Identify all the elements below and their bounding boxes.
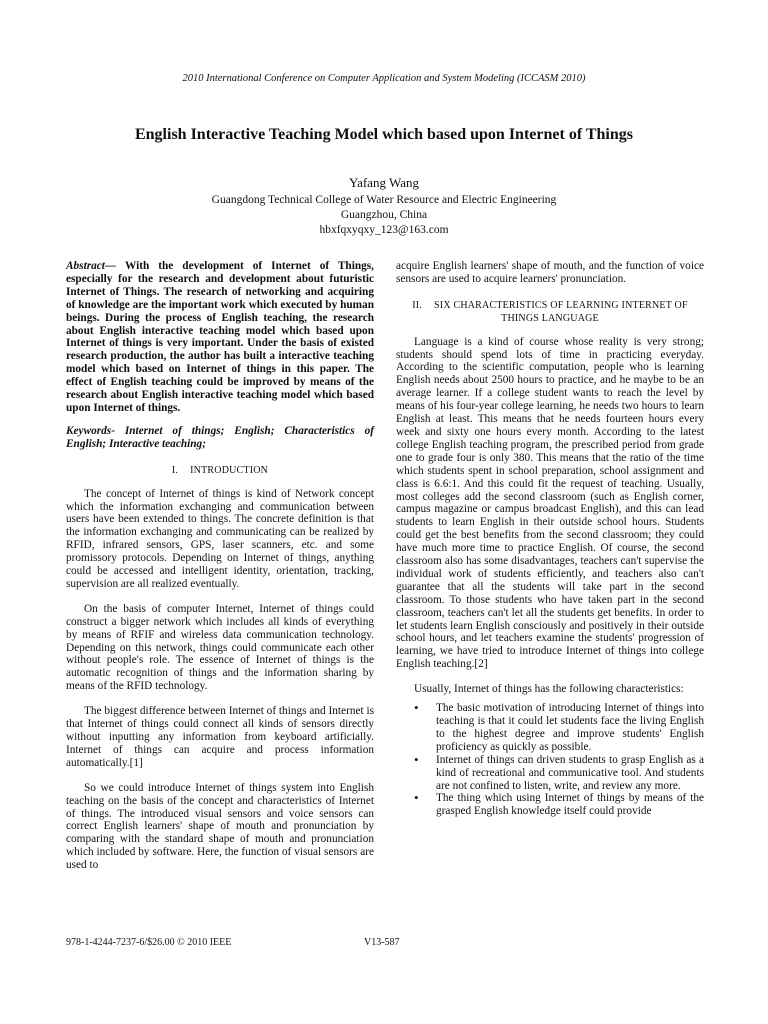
conference-header: 2010 International Conference on Computer Application and System Modeling (ICCASM 2010): [182, 73, 586, 84]
intro-paragraph-1: The concept of Internet of things is kind of Network concept which the information exchanging and communication between users have been extended to things. The concrete definition is that the information exchanging and communicating can be realized by RFID, infrared sensors, GPS, laser scanners, etc. and some promissory protocols. Depending on Internet of things, anything could be accessed and intelligent identity, orientation, tracking, supervision are all realized eventually.: [66, 487, 374, 590]
author-email: hbxfqxyqxy_123@163.com: [319, 224, 449, 236]
section-heading-characteristics: [396, 300, 704, 326]
abstract-text: With the development of Internet of Things, especially for the research and development about futuristic Internet of Things. The research of networking and acquiring of knowledge are the important work which executed by human beings. During the process of English teaching, the research about English interactive teaching model which based upon Internet of things is very important. Under the basis of existed research production, the author has built a interactive teaching model which based on Internet of things in this paper. The effect of English teaching could be improved by means of the research about English interactive teaching model which based upon Internet of things.: [66, 260, 374, 414]
right-column: [396, 260, 704, 818]
author-name: Yafang Wang: [349, 175, 419, 190]
footer-isbn: 978-1-4244-7237-6/$26.00 © 2010 IEEE: [66, 937, 232, 948]
list-item: • Internet of things can driven students to grasp English as a kind of recreational and communicative tool. And students are not confined to listen, write, and review any more.: [436, 754, 704, 793]
paper-title: English Interactive Teaching Model which based upon Internet of Things: [134, 126, 633, 143]
abstract-lead: Abstract—: [66, 260, 117, 272]
intro-paragraph-2: On the basis of computer Internet, Internet of things could construct a bigger network which includes all kinds of everything by means of RFIF and wireless data communication technology. Depending on this network, things could communicate each other without people's role. The essence of Internet of things is the automatic recognition of things and the information sharing by means of the RFID technology.: [66, 602, 374, 693]
list-item: • The basic motivation of introducing Internet of things into teaching is that it could let students face the living English to the highest degree and improve students' English proficiency as quickly as possible.: [436, 702, 704, 754]
characteristics-paragraph: Language is a kind of course whose reality is very strong; students should spend lots of time in practicing everyday. According to the scientific computation, people who is learning English needs about 2500 hours to practice, and he maybe to be an average learner. If a college student wants to reach the level by means of his four-year college learning, he needs two hours to learn English at least. This means that he needs fourteen hours every week and sixty one hours every month. According to the latest college English teaching program, the prescribed period from grade one to grade four is only 380. This means that the ratio of the time which students spent in school preparation, school assignment and class is 6.6:1. And this could fit the request of teaching. Usually, most colleges add the second classroom (such as English corner, campus magazine or campus broadcast English), and this can lead students to learn English in their outside school hours. Students could get the best benefits from the second classroom; they could have much more time to practice English. Of course, the second classroom also has some disadvantages, teachers can't supervise the individual work of students efficiently, and teachers also can't guarantee that all the students will take part in the second classroom. To those students who have taken part in the second classroom, teachers can't let all the students get benefits. In order to let students learn English consciously and positively in their outside school hours, and let teachers examine the students' progression of learning, we have tried to introduce Internet of things into college English teaching.[2]: [396, 335, 704, 671]
intro-continuation: acquire English learners' shape of mouth, and the function of voice sensors are used to acquire learners' pronunciation.: [396, 260, 704, 285]
list-item: • The thing which using Internet of things by means of the grasped English knowledge itself could provide: [436, 792, 704, 818]
intro-paragraph-3: The biggest difference between Internet of things and Internet is that Internet of things could connect all kinds of sensors directly without inputting any information from keyboard artificially. Internet of things can acquire and process information automatically.[1]: [66, 705, 374, 769]
section-title: SIX CHARACTERISTICS OF LEARNING INTERNET OF THINGS LANGUAGE: [434, 299, 688, 324]
section-heading-introduction: [66, 465, 374, 478]
author-affiliation: Guangdong Technical College of Water Resource and Electric Engineering: [211, 194, 557, 206]
keywords: Keywords- Internet of things; English; Characteristics of English; Interactive teaching;: [66, 424, 374, 450]
author-city: Guangzhou, China: [340, 209, 428, 221]
characteristics-lead-in: Usually, Internet of things has the following characteristics:: [414, 683, 684, 696]
left-column: [66, 260, 374, 872]
characteristics-list: [396, 702, 704, 818]
intro-paragraph-4: So we could introduce Internet of things system into English teaching on the basis of the concept and characteristics of Internet of things. The introduced visual sensors and voice sensors can correct English learners' shape of mouth and pronunciation by comparing with the standard shape of mouth and pronunciation which included by software. Here, the function of visual sensors are used to: [66, 781, 374, 872]
author-block: [0, 175, 768, 238]
footer-page-number: V13-587: [364, 937, 400, 948]
section-number: I.: [171, 464, 179, 476]
section-title: INTRODUCTION: [190, 464, 269, 476]
abstract: [66, 260, 374, 415]
section-number: II.: [412, 299, 423, 311]
